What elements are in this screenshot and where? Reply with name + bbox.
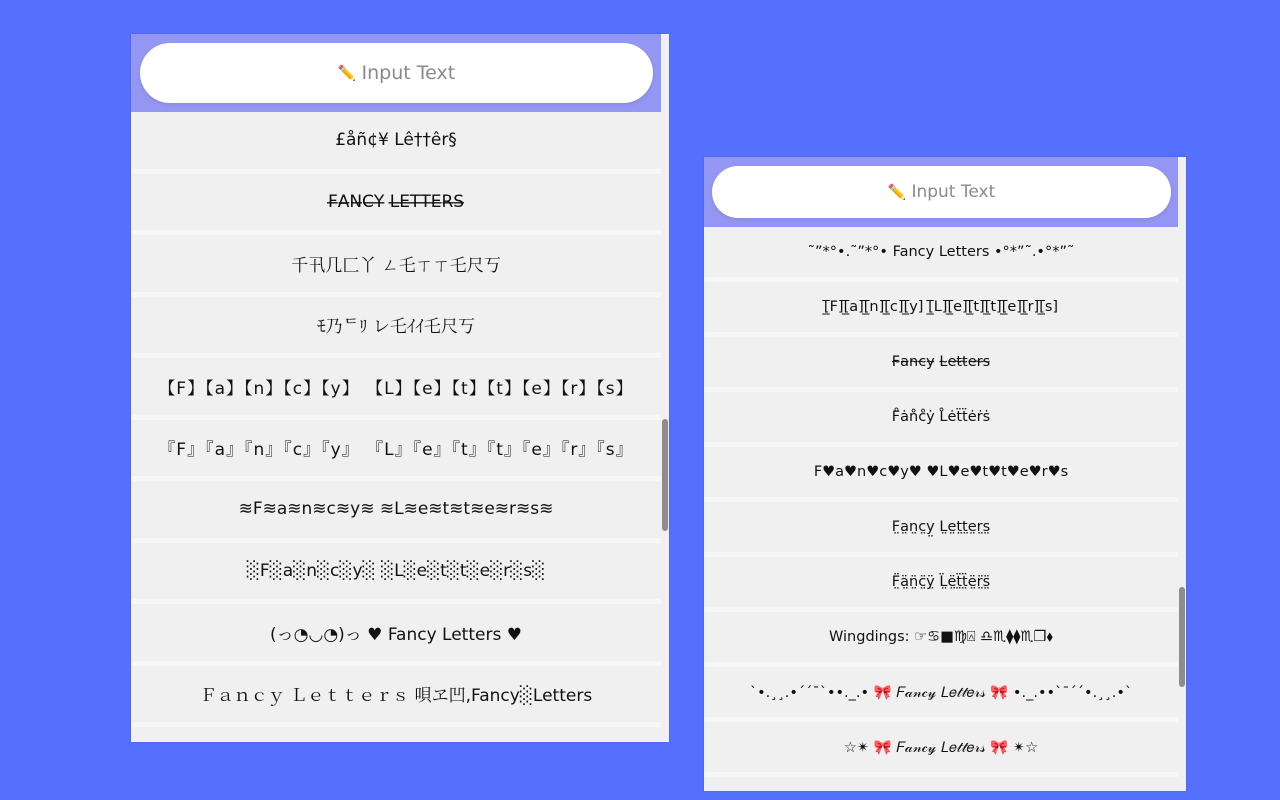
input-placeholder: Input Text bbox=[361, 62, 456, 84]
result-row[interactable]: ☆✴ 🎀 𝐹𝒶𝓃𝒸𝓎 𝐿𝑒𝓉𝓉𝑒𝓇𝓈 🎀 ✴☆ bbox=[704, 722, 1178, 777]
result-row[interactable]: ˜”*°•.˜”*°• Fancy Letters •°*”˜.•°*”˜ bbox=[704, 227, 1178, 282]
result-row[interactable]: F̶A̶N̶C̶Y̶ L̶E̶T̶T̶E̶R̶S̶ bbox=[131, 174, 661, 236]
result-row[interactable]: F̴a̴n̴c̴y̴ L̴e̴t̴t̴e̴r̴s̴ bbox=[704, 337, 1178, 392]
text-input[interactable] bbox=[712, 166, 1171, 218]
result-row[interactable]: ░F░a░n░c░y░ ░L░e░t░t░e░r░s░ bbox=[131, 543, 661, 605]
results-list bbox=[131, 112, 661, 727]
result-row[interactable]: £åñ¢¥ Lê††êr§ bbox=[131, 112, 661, 174]
scrollbar-thumb[interactable] bbox=[1179, 587, 1185, 687]
result-row[interactable]: F̤a̤n̤c̤y̤ L̤e̤t̤t̤e̤r̤s̤ bbox=[704, 502, 1178, 557]
input-placeholder: Input Text bbox=[911, 182, 996, 202]
result-row[interactable]: 『F』『a』『n』『c』『y』 『L』『e』『t』『t』『e』『r』『s』 bbox=[131, 420, 661, 482]
scrollbar[interactable] bbox=[661, 34, 669, 742]
scrollbar[interactable] bbox=[1178, 157, 1186, 791]
fancy-letters-panel-right bbox=[704, 157, 1186, 791]
input-header bbox=[704, 157, 1186, 227]
result-row[interactable]: F̤̈ä̤n̤̈c̤̈ÿ̤ L̤̈ë̤ẗ̤ẗ̤ë̤r̤̈s̤̈ bbox=[704, 557, 1178, 612]
result-row[interactable]: ﾓ乃ᄃﾘ レ乇ｲｲ乇尺丂 bbox=[131, 297, 661, 359]
text-input[interactable] bbox=[140, 43, 653, 103]
result-row[interactable]: 千卂几匚丫 ㄥ乇ㄒㄒ乇尺丂 bbox=[131, 235, 661, 297]
result-row[interactable]: (っ◔◡◔)っ ♥ Fancy Letters ♥ bbox=[131, 604, 661, 666]
fancy-letters-panel-left bbox=[131, 34, 669, 742]
results-list bbox=[704, 227, 1178, 777]
result-row[interactable]: `•.¸¸.•´´¯`••._.• 🎀 𝐹𝒶𝓃𝒸𝓎 𝐿𝑒𝓉𝓉𝑒𝓇𝓈 🎀 •._.••`¯´´•.¸¸.•` bbox=[704, 667, 1178, 722]
input-header bbox=[131, 34, 669, 112]
result-row[interactable]: F♥a♥n♥c♥y♥ ♥L♥e♥t♥t♥e♥r♥s bbox=[704, 447, 1178, 502]
result-row[interactable]: 【F】【a】【n】【c】【y】 【L】【e】【t】【t】【e】【r】【s】 bbox=[131, 358, 661, 420]
result-row[interactable]: ≋F≋a≋n≋c≋y≋ ≋L≋e≋t≋t≋e≋r≋s≋ bbox=[131, 481, 661, 543]
result-row[interactable]: F̊ȧn̊c̊ẏ L̊ėẗẗėṙṡ bbox=[704, 392, 1178, 447]
pencil-icon: ✏️ bbox=[337, 64, 357, 82]
result-row[interactable]: Ｆａｎｃｙ Ｌｅｔｔｅｒｓ 唄ヱ凹,Fancy░Letters bbox=[131, 666, 661, 728]
pencil-icon: ✏️ bbox=[887, 183, 907, 201]
scrollbar-thumb[interactable] bbox=[662, 419, 668, 531]
result-row[interactable]: Wingdings: ☞♋■♍⍓ ♎♏⧫⧫♏❒⬧ bbox=[704, 612, 1178, 667]
result-row[interactable]: [̲̅F][̲̅a][̲̅n][̲̅c][̲̅y] [̲̅L][̲̅e][̲̅t][̲̅t][̲̅e][̲̅r][̲̅s] bbox=[704, 282, 1178, 337]
